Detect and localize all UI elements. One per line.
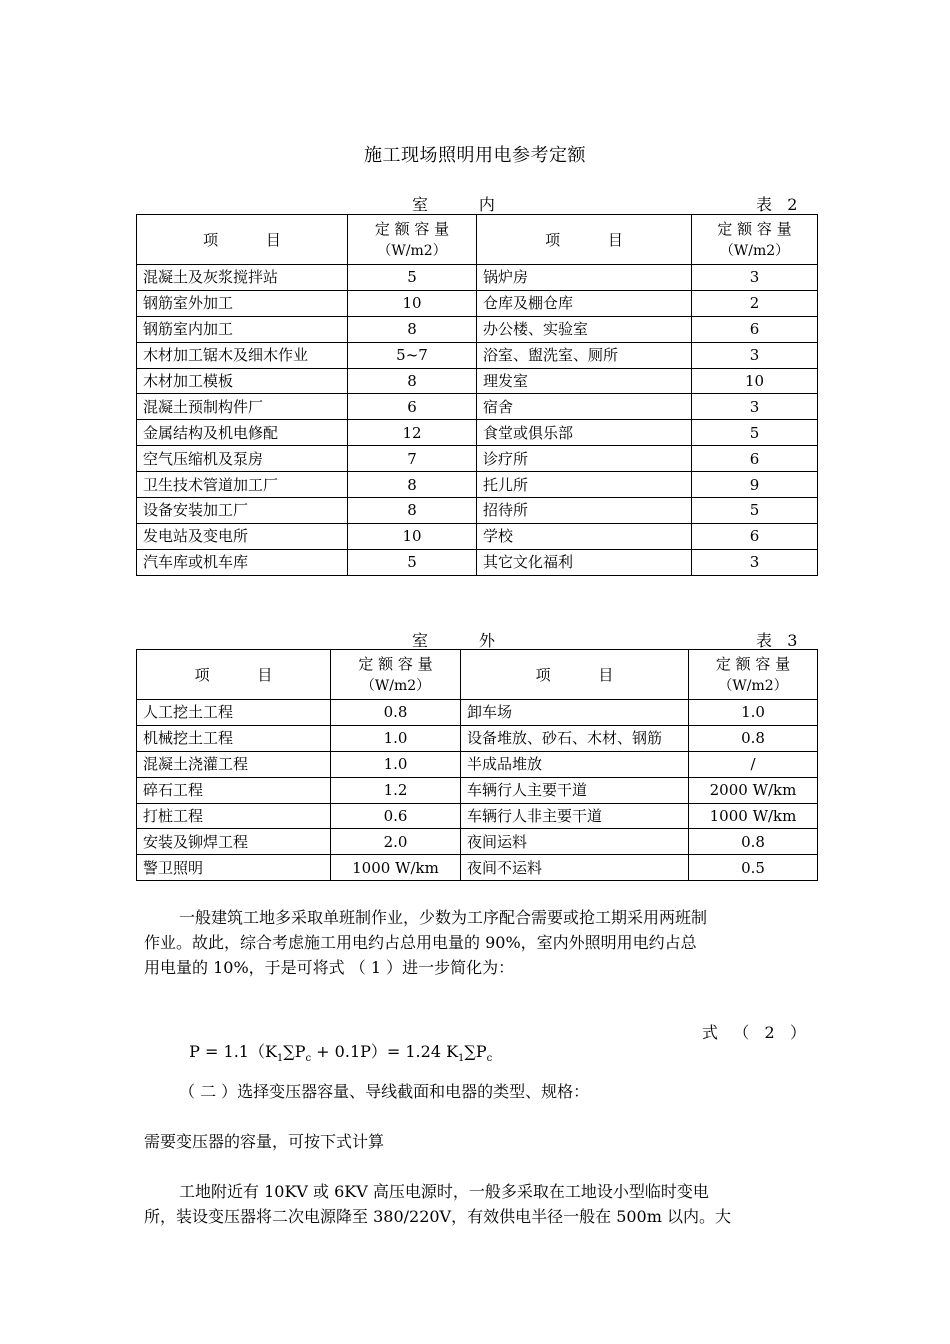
cell-item: 警卫照明 (137, 855, 331, 881)
table3-caption-center: 室 外 (412, 631, 495, 650)
formula-2: $P = 1.1(K_1\sum P_c + 0.1P)= 1.24$ $K_1\sum P_c$ (189, 1042, 493, 1065)
cell-item: 混凝土预制构件厂 (137, 394, 348, 420)
cell-item: 卸车场 (461, 700, 689, 726)
cell-quota: 3 (692, 549, 818, 575)
cell-item: 招待所 (477, 498, 692, 524)
cell-quota: 2 (692, 290, 818, 316)
header-item: 项 目 (461, 650, 689, 700)
table-row (137, 368, 818, 394)
table-row (137, 316, 818, 342)
table-row (137, 700, 818, 726)
cell-item: 其它文化福利 (477, 549, 692, 575)
cell-quota: 10 (692, 368, 818, 394)
cell-item: 混凝土及灰浆搅拌站 (137, 265, 348, 291)
cell-quota: 10 (348, 290, 477, 316)
cell-item: 宿舍 (477, 394, 692, 420)
cell-item: 仓库及棚仓库 (477, 290, 692, 316)
cell-quota: 8 (348, 368, 477, 394)
cell-quota: 0.8 (689, 725, 818, 751)
header-item: 项 目 (477, 215, 692, 265)
table2-header-row (137, 215, 818, 265)
cell-item: 设备安装加工厂 (137, 498, 348, 524)
cell-item: 木材加工模板 (137, 368, 348, 394)
cell-item: 打桩工程 (137, 803, 331, 829)
cell-item: 卫生技术管道加工厂 (137, 472, 348, 498)
paragraph1-line1: 一般建筑工地多采取单班制作业，少数为工序配合需要或抢工期采用两班制 (179, 908, 708, 927)
cell-item: 诊疗所 (477, 446, 692, 472)
cell-item: 人工挖土工程 (137, 700, 331, 726)
cell-quota: 8 (348, 498, 477, 524)
cell-quota: 5 (348, 549, 477, 575)
table-row (137, 498, 818, 524)
cell-quota: 8 (348, 472, 477, 498)
cell-quota: 0.5 (689, 855, 818, 881)
table-row (137, 394, 818, 420)
cell-item: 机械挖土工程 (137, 725, 331, 751)
cell-quota: 3 (692, 342, 818, 368)
cell-item: 理发室 (477, 368, 692, 394)
cell-item: 办公楼、实验室 (477, 316, 692, 342)
cell-quota: 1.2 (331, 777, 461, 803)
cell-quota: 2000 W/km (689, 777, 818, 803)
cell-item: 钢筋室外加工 (137, 290, 348, 316)
cell-quota: 1000 W/km (689, 803, 818, 829)
cell-item: 木材加工锯木及细木作业 (137, 342, 348, 368)
table-row (137, 290, 818, 316)
table-row (137, 446, 818, 472)
cell-item: 托儿所 (477, 472, 692, 498)
cell-item: 发电站及变电所 (137, 523, 348, 549)
cell-item: 车辆行人主要干道 (461, 777, 689, 803)
cell-item: 空气压缩机及泵房 (137, 446, 348, 472)
table-row (137, 829, 818, 855)
cell-item: 锅炉房 (477, 265, 692, 291)
cell-quota: 1.0 (331, 751, 461, 777)
cell-quota: 0.8 (331, 700, 461, 726)
table-row (137, 777, 818, 803)
paragraph1-line2: 作业。故此，综合考虑施工用电约占总用电量的 90%，室内外照明用电约占总 (144, 933, 697, 952)
header-item: 项 目 (137, 215, 348, 265)
table-row (137, 472, 818, 498)
table-row (137, 342, 818, 368)
cell-quota: 6 (692, 316, 818, 342)
cell-item: 夜间不运料 (461, 855, 689, 881)
table-row (137, 420, 818, 446)
page-title: 施工现场照明用电参考定额 (364, 145, 586, 166)
cell-quota: 1.0 (689, 700, 818, 726)
table3-outdoor (136, 649, 818, 881)
cell-quota: 3 (692, 265, 818, 291)
cell-item: 安装及铆焊工程 (137, 829, 331, 855)
table2-caption-number: 表 2 (756, 195, 798, 214)
cell-quota: 0.6 (331, 803, 461, 829)
table3-caption-number: 表 3 (756, 631, 798, 650)
section-heading: （ 二 ）选择变压器容量、导线截面和电器的类型、规格： (179, 1082, 590, 1101)
cell-quota: 1000 W/km (331, 855, 461, 881)
cell-quota: 8 (348, 316, 477, 342)
paragraph2-line1: 工地附近有 10KV 或 6KV 高压电源时，一般多采取在工地设小型临时变电 (179, 1182, 709, 1201)
paragraph2-line2: 所，装设变压器将二次电源降至 380/220V，有效供电半径一般在 500m 以内。大 (144, 1207, 731, 1226)
paragraph1-line3: 用电量的 10%，于是可将式 （ 1 ）进一步简化为： (144, 958, 515, 977)
formula-label: 式 （ 2 ） (702, 1023, 806, 1042)
cell-quota: 2.0 (331, 829, 461, 855)
cell-item: 金属结构及机电修配 (137, 420, 348, 446)
cell-item: 半成品堆放 (461, 751, 689, 777)
header-quota: 定 额 容 量 （W/m2） (689, 650, 818, 700)
table-row (137, 803, 818, 829)
table-row (137, 265, 818, 291)
cell-quota: 0.8 (689, 829, 818, 855)
table-row (137, 855, 818, 881)
cell-quota: 5~7 (348, 342, 477, 368)
cell-quota: 3 (692, 394, 818, 420)
table-row (137, 549, 818, 575)
cell-quota: 5 (692, 498, 818, 524)
cell-quota: 6 (692, 446, 818, 472)
table3-header-row (137, 650, 818, 700)
cell-item: 浴室、盥洗室、厕所 (477, 342, 692, 368)
transformer-intro: 需要变压器的容量，可按下式计算 (144, 1132, 385, 1151)
table-row (137, 751, 818, 777)
cell-quota: 1.0 (331, 725, 461, 751)
cell-item: 夜间运料 (461, 829, 689, 855)
cell-quota: 7 (348, 446, 477, 472)
header-item: 项 目 (137, 650, 331, 700)
cell-item: 混凝土浇灌工程 (137, 751, 331, 777)
cell-quota: 12 (348, 420, 477, 446)
cell-quota: 5 (692, 420, 818, 446)
table2-indoor (136, 214, 818, 576)
cell-item: 食堂或俱乐部 (477, 420, 692, 446)
cell-quota: 10 (348, 523, 477, 549)
cell-quota: 6 (692, 523, 818, 549)
header-quota: 定 额 容 量 （W/m2） (331, 650, 461, 700)
cell-quota: / (689, 751, 818, 777)
table2-caption-center: 室 内 (412, 195, 495, 214)
cell-item: 碎石工程 (137, 777, 331, 803)
header-quota: 定 额 容 量 （W/m2） (692, 215, 818, 265)
header-quota: 定 额 容 量 （W/m2） (348, 215, 477, 265)
table-row (137, 523, 818, 549)
cell-item: 设备堆放、砂石、木材、钢筋 (461, 725, 689, 751)
cell-quota: 9 (692, 472, 818, 498)
cell-quota: 6 (348, 394, 477, 420)
cell-item: 汽车库或机车库 (137, 549, 348, 575)
cell-item: 钢筋室内加工 (137, 316, 348, 342)
table-row (137, 725, 818, 751)
cell-quota: 5 (348, 265, 477, 291)
cell-item: 车辆行人非主要干道 (461, 803, 689, 829)
cell-item: 学校 (477, 523, 692, 549)
